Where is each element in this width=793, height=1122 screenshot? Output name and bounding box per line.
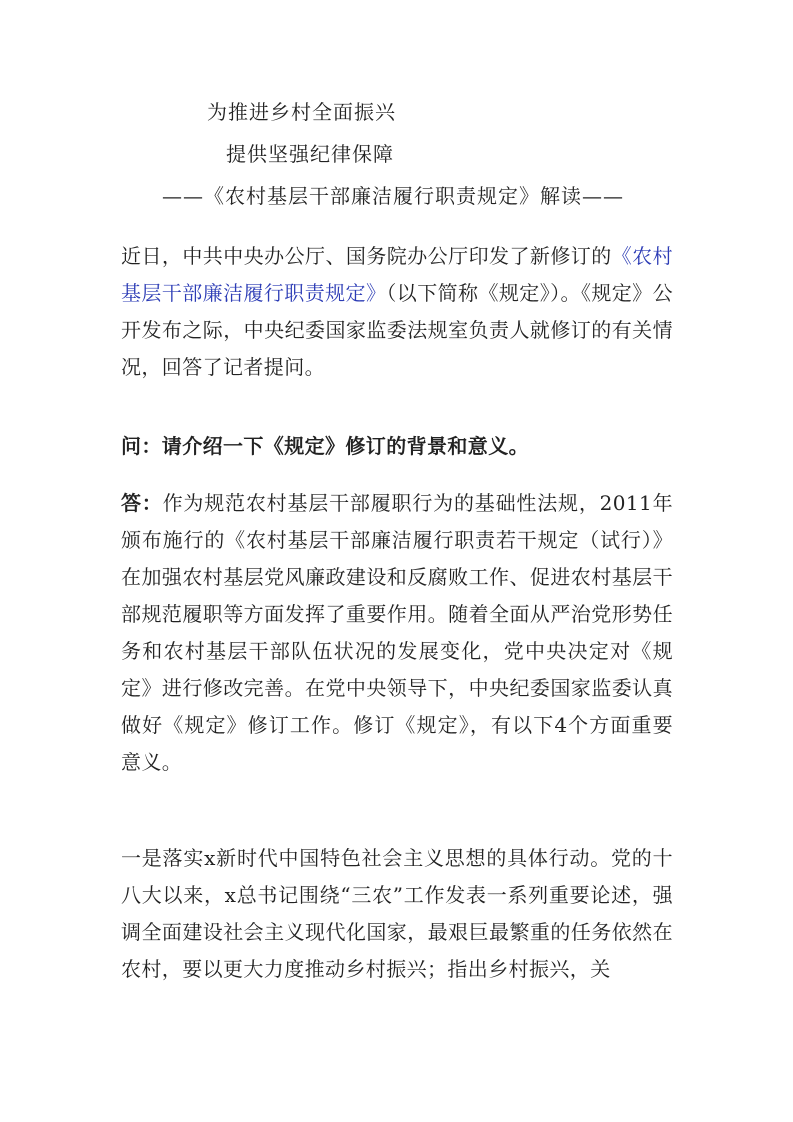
regulation-link[interactable]: 《农村基层干部廉洁履行职责规定》 (121, 244, 673, 305)
intro-paragraph (121, 238, 673, 386)
intro-text-2: （以下简称《规定》）。《规定》公开发布之际，中央纪委国家监委法规室负责人就修订的有关情况，回答了记者提问。 (121, 281, 673, 379)
answer-text: 作为规范农村基层干部履职行为的基础性法规，2011年颁布施行的《农村基层干部廉洁履行职责若干规定（试行）》在加强农村基层党风廉政建设和反腐败工作、促进农村基层干部规范履职等方面发挥了重要作用。随着全面从严治党形势任务和农村基层干部队伍状况的发展变化，党中央决定对《规定》进行修改完善。在党中央领导下，中央纪委国家监委认真做好《规定》修订工作。修订《规定》，有以下4个方面重要意义。 (121, 491, 673, 774)
point-one-paragraph: 一是落实x新时代中国特色社会主义思想的具体行动。党的十八大以来，x总书记围绕“三农”工作发表一系列重要论述，强调全面建设社会主义现代化国家，最艰巨最繁重的任务依然在农村，要以更大力度推动乡村振兴；指出乡村振兴，关 (121, 846, 673, 981)
title-line-2: 提供坚强纪律保障 (226, 142, 394, 166)
intro-text-1: 近日，中共中央办公厅、国务院办公厅印发了新修订的 (121, 244, 612, 268)
title-line-3: ——《农村基层干部廉洁履行职责规定》解读—— (162, 184, 624, 208)
title-line-1: 为推进乡村全面振兴 (207, 100, 396, 124)
question-heading: 问：请介绍一下《规定》修订的背景和意义。 (121, 434, 529, 458)
answer-paragraph (121, 485, 673, 781)
answer-label: 答： (121, 491, 163, 515)
